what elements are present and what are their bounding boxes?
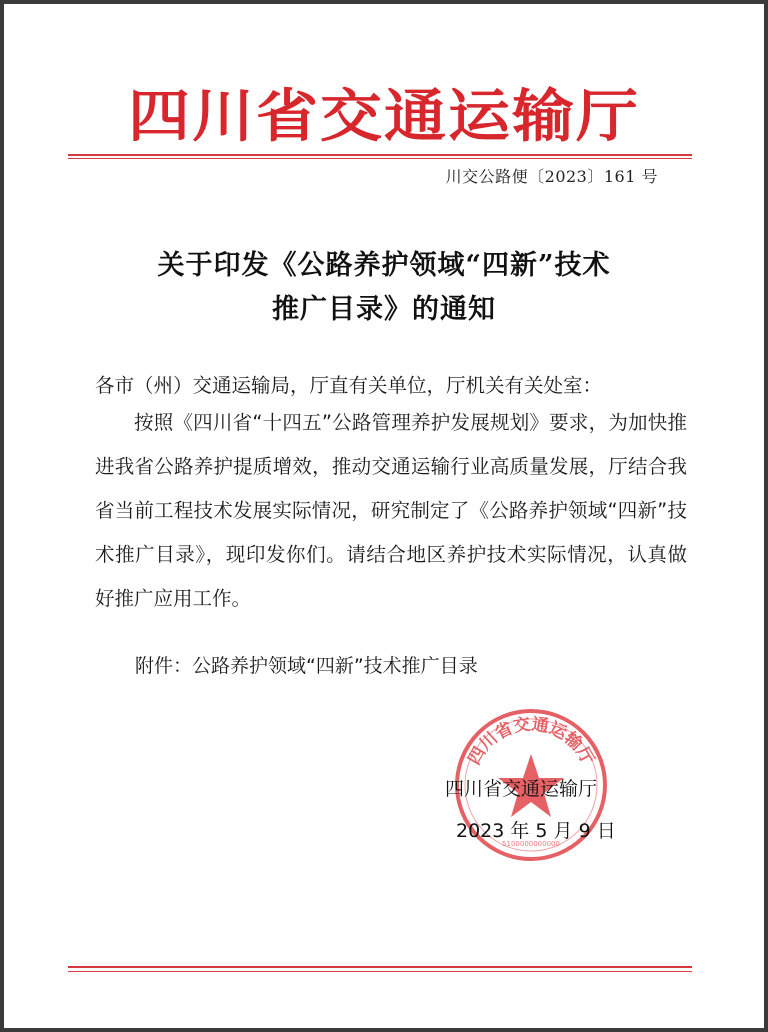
document-title-line-1: 关于印发《公路养护领域“四新”技术	[157, 250, 611, 281]
signature-issuer: 四川省交通运输厅	[445, 778, 598, 800]
document-title-line-2: 推广目录》的通知	[272, 294, 496, 325]
seal-serial: 5100000000000	[502, 840, 560, 848]
signature-date: 2023 年 5 月 9 日	[456, 820, 616, 842]
letterhead-org-name: 四川省交通运输厅	[127, 81, 640, 150]
seal-text: 四川省交通运输厅	[464, 714, 598, 769]
document-number: 川交公路便〔2023〕161 号	[445, 167, 658, 186]
letterhead-rule-bottom	[68, 158, 692, 159]
body-paragraph: 按照《四川省“十四五”公路管理养护发展规划》要求，为加快推进我省公路养护提质增效，推动交通运输行业高质量发展，厅结合我省当前工程技术发展实际情况，研究制定了《公路养护领域“四新”技术推广目录》，现印发你们。请结合地区养护技术实际情况，认真做好推广应用工作。	[95, 411, 687, 610]
letterhead-rule-top	[68, 154, 692, 156]
footer-rule-top	[68, 966, 692, 968]
attachment-line: 附件：公路养护领域“四新”技术推广目录	[135, 655, 478, 677]
salutation: 各市（州）交通运输局，厅直有关单位，厅机关有关处室：	[95, 374, 603, 397]
document-page	[4, 4, 764, 1028]
footer-rule-bottom	[68, 971, 692, 972]
